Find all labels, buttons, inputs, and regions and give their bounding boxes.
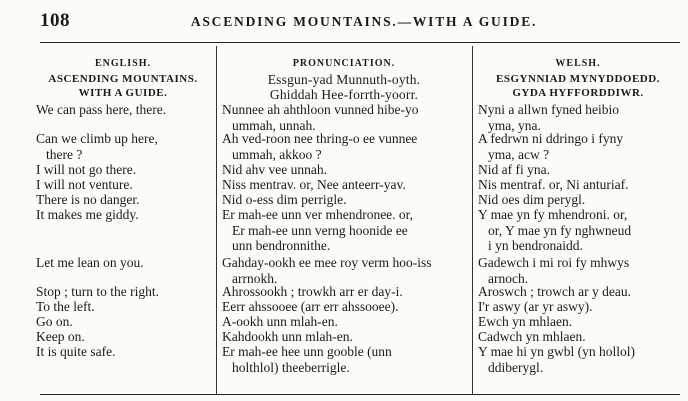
pronunciation-row <box>216 102 472 133</box>
welsh-row-line: Nid oes dim perygl. <box>478 192 586 207</box>
english-row <box>30 284 216 300</box>
welsh-row-line: Nis mentraf. or, Ni anturiaf. <box>478 177 629 192</box>
welsh-row-line: i yn bendronaidd. <box>488 238 583 253</box>
pronunciation-row <box>216 329 472 345</box>
welsh-row <box>472 284 684 300</box>
english-row-line: It makes me giddy. <box>36 207 139 222</box>
welsh-row-line: yma, yna. <box>488 117 541 133</box>
welsh-row-line: arnoch. <box>488 270 529 286</box>
english-row-line: Keep on. <box>36 329 85 344</box>
welsh-row-line: Gadewch i mi roi fy mhwys <box>478 255 630 270</box>
welsh-row <box>472 102 684 133</box>
english-section-title-line: WITH A GUIDE. <box>78 87 168 99</box>
english-row <box>30 299 216 315</box>
pronunciation-row <box>216 344 472 375</box>
welsh-row <box>472 329 684 345</box>
english-row-line: We can pass here, there. <box>36 102 167 117</box>
english-row-line: there ? <box>46 146 83 162</box>
pronunciation-row-line: Ah ved-roon nee thring-o ee vunnee <box>222 131 418 146</box>
pronunciation-row-line: Kahdookh unn mlah-en. <box>222 329 353 344</box>
welsh-row-line: Nid af fi yna. <box>478 162 550 177</box>
pronunciation-row <box>216 131 472 162</box>
pronunciation-row-line: Gahday-ookh ee mee roy verm hoo-iss <box>222 255 432 270</box>
pronunciation-row-line: Er mah-ee unn verng hoonide ee <box>232 222 408 238</box>
welsh-row-line: Cadwch yn mhlaen. <box>478 329 586 344</box>
footer-rule <box>40 394 680 395</box>
welsh-row <box>472 177 684 193</box>
pronunciation-row <box>216 207 472 254</box>
pronunciation-row-line: ummah, akkoo ? <box>232 146 322 162</box>
pronunciation-row-line: Nunnee ah ahthloon vunned hibe-yo <box>222 102 419 117</box>
pronunciation-row-line: Niss mentrav. or, Nee anteerr-yav. <box>222 177 406 192</box>
english-row-line: To the left. <box>36 299 95 314</box>
welsh-row-line: I'r aswy (ar yr aswy). <box>478 299 593 314</box>
pronunciation-row <box>216 299 472 315</box>
welsh-row <box>472 131 684 162</box>
english-column <box>30 46 216 393</box>
pronunciation-section-title-line: Ghiddah Hee-forrth-yoorr. <box>269 87 419 102</box>
welsh-row <box>472 299 684 315</box>
pronunciation-row <box>216 162 472 178</box>
page-number: 108 <box>40 10 70 31</box>
welsh-row <box>472 162 684 178</box>
welsh-row-line: Ewch yn mhlaen. <box>478 314 573 329</box>
english-row <box>30 162 216 178</box>
pronunciation-section-title <box>216 72 472 102</box>
english-row <box>30 102 216 118</box>
welsh-section-title <box>472 72 684 102</box>
pronunciation-row-line: ummah, unnah. <box>232 117 316 133</box>
pronunciation-row-line: Nid ahv vee unnah. <box>222 162 327 177</box>
welsh-row <box>472 192 684 208</box>
welsh-row <box>472 344 684 375</box>
pronunciation-row-line: unn bendronnithe. <box>232 238 331 253</box>
english-row-line: It is quite safe. <box>36 344 116 359</box>
english-row-line: Go on. <box>36 314 73 329</box>
welsh-row-line: A fedrwn ni ddringo i fyny <box>478 131 624 146</box>
welsh-section-title-line: GYDA HYFFORDDIWR. <box>512 87 644 99</box>
english-row <box>30 177 216 193</box>
english-row <box>30 207 216 223</box>
welsh-row-line: Y mae hi yn gwbl (yn hollol) <box>478 344 635 359</box>
welsh-row-line: yma, acw ? <box>488 146 550 162</box>
english-row-line: I will not go there. <box>36 162 137 177</box>
welsh-row-line: Aroswch ; trowch ar y deau. <box>478 284 631 299</box>
english-row <box>30 255 216 271</box>
pronunciation-column-header: PRONUNCIATION. <box>292 58 396 69</box>
pronunciation-row-line: arrnokh. <box>232 270 278 286</box>
english-row-line: Can we climb up here, <box>36 131 158 146</box>
welsh-section-title-line: ESGYNNIAD MYNYDDOEDD. <box>496 73 660 85</box>
welsh-row-line: Y mae yn fy mhendroni. or, <box>478 207 628 222</box>
header-rule <box>40 42 680 43</box>
english-row-line: Let me lean on you. <box>36 255 144 270</box>
english-row <box>30 344 216 360</box>
pronunciation-column <box>216 46 472 393</box>
pronunciation-row-line: holthlol) theeberrigle. <box>232 359 350 375</box>
welsh-column <box>472 46 684 393</box>
welsh-row <box>472 207 684 254</box>
pronunciation-row <box>216 255 472 286</box>
welsh-row-line: or, Y mae yn fy nghwneud <box>488 222 632 238</box>
welsh-column-header: WELSH. <box>555 58 601 69</box>
welsh-row-line: Nyni a allwn fyned heibio <box>478 102 619 117</box>
english-section-title-line: ASCENDING MOUNTAINS. <box>48 73 198 85</box>
pronunciation-section-title-line: Essgun-yad Munnuth-oyth. <box>267 72 421 87</box>
english-column-header: ENGLISH. <box>94 58 152 69</box>
pronunciation-row <box>216 177 472 193</box>
pronunciation-row <box>216 192 472 208</box>
pronunciation-row-line: Nid o-ess dim perrigle. <box>222 192 347 207</box>
pronunciation-row-line: Er mah-ee hee unn gooble (unn <box>222 344 392 359</box>
english-row <box>30 329 216 345</box>
welsh-row <box>472 314 684 330</box>
english-row <box>30 131 216 162</box>
welsh-row <box>472 255 684 286</box>
pronunciation-row <box>216 284 472 300</box>
pronunciation-row-line: Ahrossookh ; trowkh arr er day-i. <box>222 284 403 299</box>
pronunciation-row <box>216 314 472 330</box>
pronunciation-row-line: Eerr ahssooee (arr err ahssooee). <box>222 299 399 314</box>
english-row <box>30 192 216 208</box>
running-head: ASCENDING MOUNTAINS.—WITH A GUIDE. <box>190 14 538 29</box>
pronunciation-row-line: A-ookh unn mlah-en. <box>222 314 338 329</box>
pronunciation-row-line: Er mah-ee unn ver mhendronee. or, <box>222 207 414 222</box>
english-section-title <box>30 72 216 102</box>
english-row-line: There is no danger. <box>36 192 140 207</box>
english-row <box>30 314 216 330</box>
english-row-line: I will not venture. <box>36 177 133 192</box>
welsh-row-line: ddiberygl. <box>488 359 544 375</box>
english-row-line: Stop ; turn to the right. <box>36 284 159 299</box>
